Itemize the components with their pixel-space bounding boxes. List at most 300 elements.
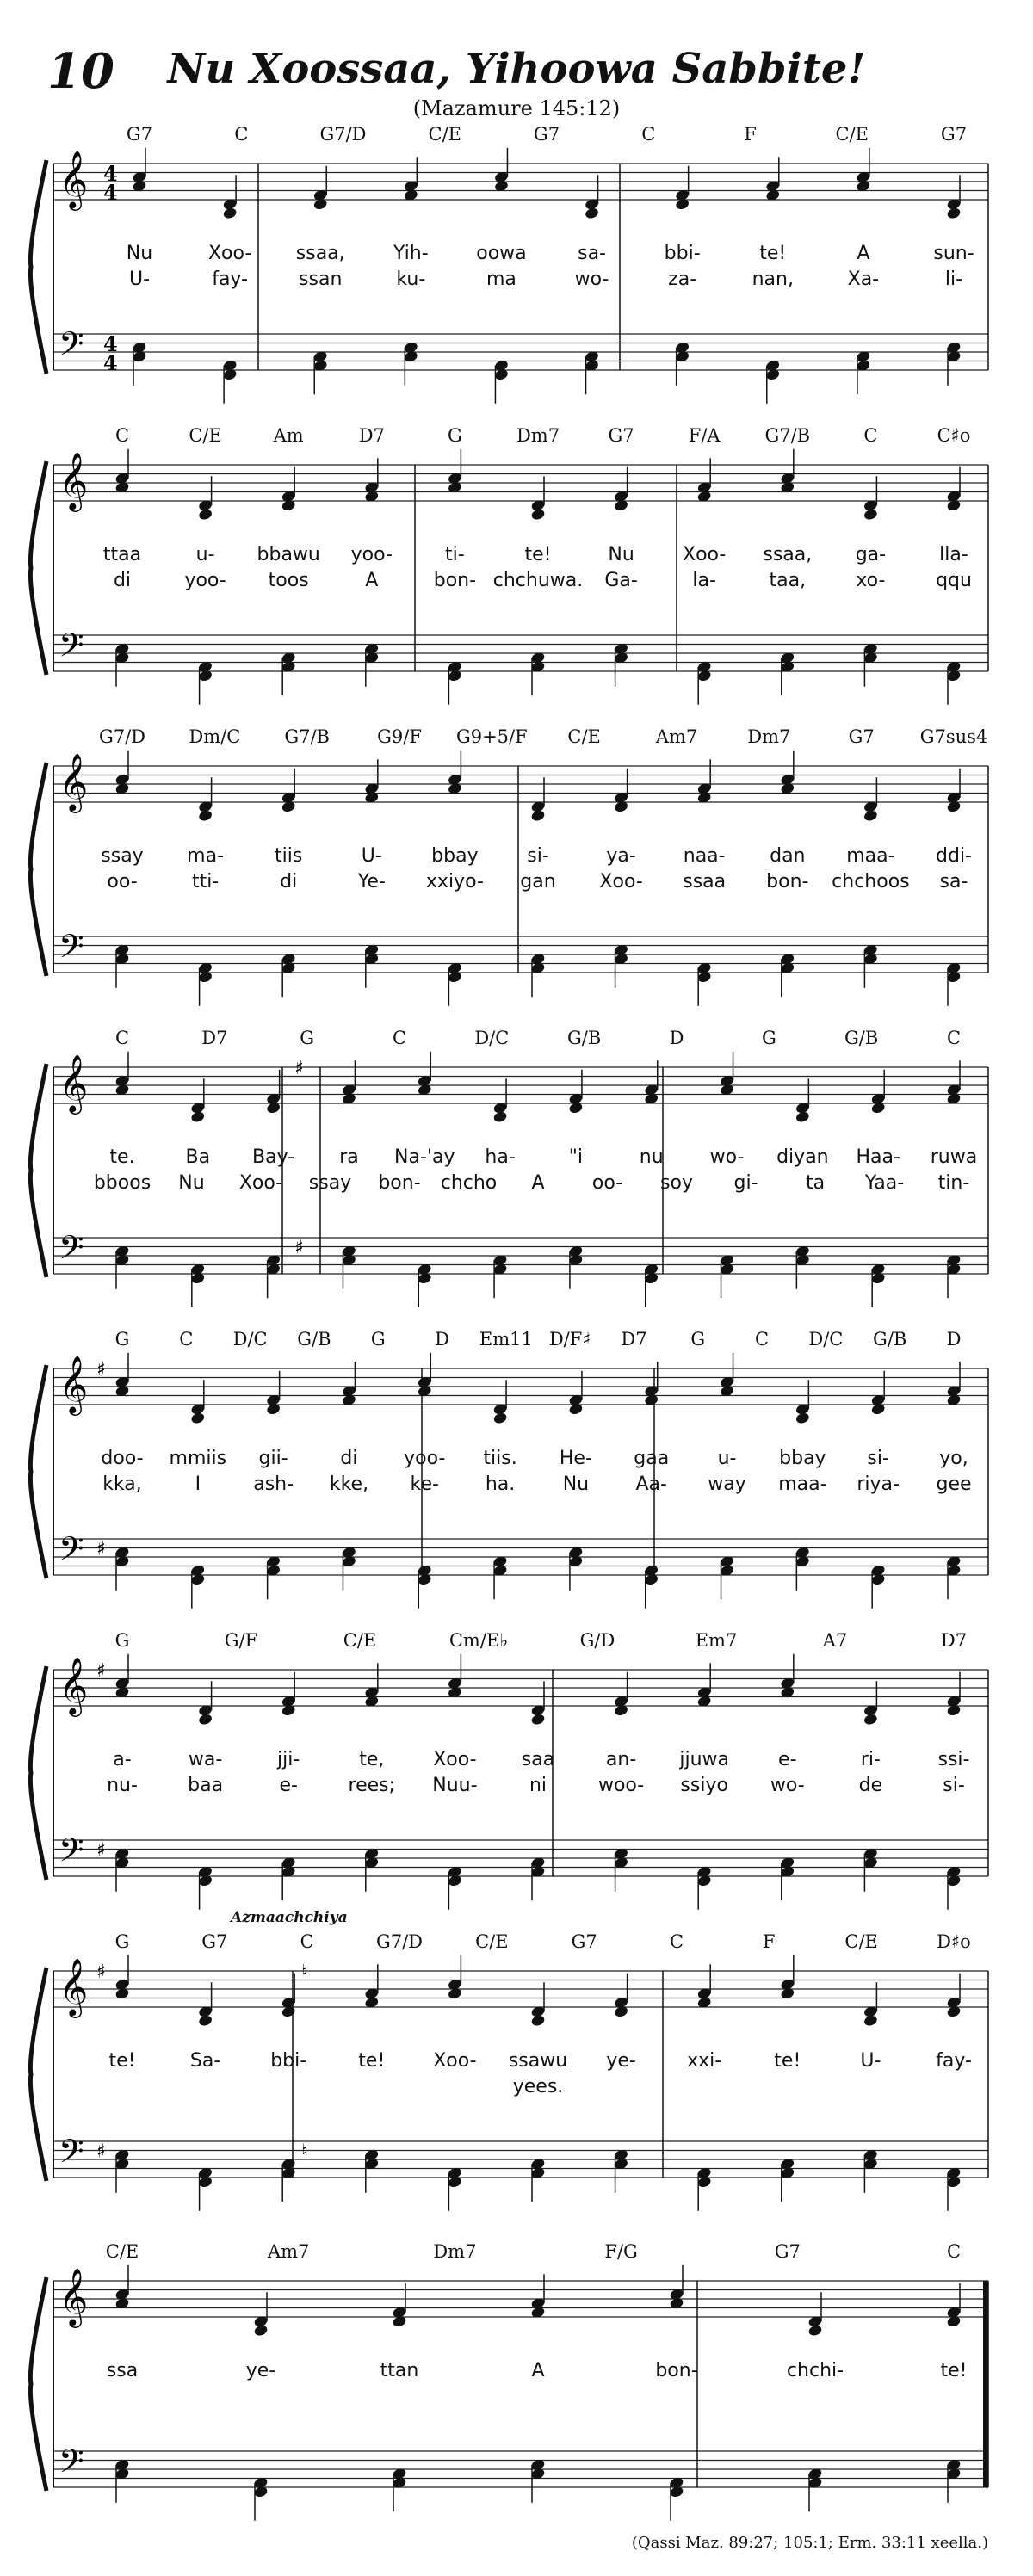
lyric-syllable: Xoo- bbox=[683, 544, 727, 565]
lyric-syllable: bbawu bbox=[257, 544, 320, 565]
chord-symbol: C/E bbox=[189, 425, 222, 446]
lyric-verse-1 bbox=[0, 544, 1033, 573]
lyric-syllable: Nu bbox=[608, 544, 634, 565]
music-system bbox=[0, 2238, 1033, 2522]
lyric-syllable: Aa- bbox=[635, 1473, 667, 1495]
sharp-icon: ♯ bbox=[294, 1058, 304, 1079]
lyric-syllable: bbay bbox=[431, 845, 479, 867]
svg-text:4: 4 bbox=[103, 350, 118, 375]
note-head bbox=[795, 1412, 810, 1424]
lyric-syllable: U- bbox=[361, 845, 382, 867]
treble-clef-icon: 𝄞 bbox=[59, 451, 89, 510]
note-head bbox=[198, 1713, 213, 1726]
chord-symbol: C bbox=[300, 1931, 314, 1952]
chord-symbol: G9+5/F bbox=[455, 726, 528, 747]
lyric-syllable: a- bbox=[113, 1749, 132, 1770]
chord-symbol: Cm/E♭ bbox=[448, 1630, 509, 1651]
lyric-syllable: wo- bbox=[709, 1146, 745, 1168]
lyric-syllable: He- bbox=[559, 1448, 592, 1469]
chord-symbol: Dm7 bbox=[747, 726, 791, 747]
lyric-syllable: ttan bbox=[380, 2360, 419, 2381]
chord-symbol: D bbox=[435, 1329, 449, 1350]
lyric-syllable: kka, bbox=[102, 1473, 142, 1495]
bass-clef-icon: 𝄢 bbox=[59, 1529, 84, 1576]
lyric-syllable: ye- bbox=[606, 2050, 636, 2072]
chord-symbol: Dm/C bbox=[189, 726, 241, 747]
chord-symbol: C/E bbox=[475, 1931, 509, 1952]
lyric-syllable: oo- bbox=[591, 1172, 623, 1194]
lyric-syllable: A bbox=[857, 243, 870, 264]
music-system bbox=[0, 1909, 1033, 2212]
lyric-syllable: Haa- bbox=[856, 1146, 900, 1168]
sharp-icon: ♯ bbox=[96, 1660, 106, 1682]
chord-symbols bbox=[0, 1630, 1033, 1659]
chord-symbol: D7 bbox=[940, 1630, 968, 1651]
chord-symbol: C♯o bbox=[937, 425, 971, 446]
lyric-syllable: ddi- bbox=[936, 845, 972, 867]
lyric-syllable: woo- bbox=[597, 1775, 645, 1796]
lyric-syllable: an- bbox=[605, 1749, 637, 1770]
lyric-syllable: la- bbox=[692, 570, 716, 591]
lyric-syllable: Yaa- bbox=[864, 1172, 905, 1194]
chord-symbol: G bbox=[448, 425, 462, 446]
lyric-syllable: ra bbox=[339, 1146, 359, 1168]
lyric-syllable: gi- bbox=[733, 1172, 758, 1194]
lyric-syllable: ssawu bbox=[508, 2050, 568, 2072]
chord-symbol: G7 bbox=[201, 1931, 228, 1952]
lyric-syllable: te! bbox=[940, 2360, 968, 2381]
lyric-syllable: qqu bbox=[936, 570, 972, 591]
lyric-syllable: ma- bbox=[187, 845, 225, 867]
lyric-syllable: Na-'ay bbox=[394, 1146, 455, 1168]
lyric-syllable: fay- bbox=[212, 269, 249, 290]
note-head bbox=[530, 809, 546, 822]
svg-text:4: 4 bbox=[103, 161, 118, 186]
chord-symbol: D/C bbox=[232, 1329, 268, 1350]
chord-symbol: G/B bbox=[873, 1329, 907, 1350]
lyric-verse-2 bbox=[0, 2076, 1033, 2105]
lyric-verse-1 bbox=[0, 845, 1033, 874]
lyric-syllable: riya- bbox=[857, 1473, 900, 1495]
lyric-syllable: si- bbox=[527, 845, 549, 867]
lyric-syllable: tti- bbox=[191, 871, 220, 893]
lyric-syllable: di bbox=[113, 570, 132, 591]
lyric-syllable: chchi- bbox=[786, 2360, 844, 2381]
chord-symbol: A7 bbox=[822, 1630, 848, 1651]
chord-symbol: D7 bbox=[201, 1028, 228, 1048]
lyric-syllable: Xoo- bbox=[238, 1172, 283, 1194]
lyric-verse-2 bbox=[0, 570, 1033, 599]
lyric-syllable: gee bbox=[936, 1473, 972, 1495]
lyric-verse-1 bbox=[0, 2050, 1033, 2079]
lyric-syllable: li- bbox=[944, 269, 963, 290]
chord-symbol: G7/D bbox=[319, 124, 367, 145]
lyric-syllable: saa bbox=[521, 1749, 555, 1770]
lyric-syllable: A bbox=[531, 1172, 545, 1194]
lyric-syllable: mmiis bbox=[169, 1448, 227, 1469]
lyric-syllable: ke- bbox=[410, 1473, 439, 1495]
lyric-syllable: ri- bbox=[860, 1749, 881, 1770]
lyric-syllable: naa- bbox=[683, 845, 726, 867]
chord-symbols bbox=[0, 726, 1033, 756]
music-system bbox=[0, 422, 1033, 706]
lyric-syllable: te. bbox=[109, 1146, 135, 1168]
lyric-verse-1 bbox=[0, 1448, 1033, 1477]
lyric-syllable: tin- bbox=[937, 1172, 970, 1194]
music-system bbox=[0, 1325, 1033, 1609]
chord-symbol: D/C bbox=[808, 1329, 844, 1350]
lyric-syllable: Xoo- bbox=[599, 871, 643, 893]
lyric-syllable: bboos bbox=[93, 1172, 152, 1194]
chord-symbol: C bbox=[114, 1028, 130, 1048]
chord-symbol: D♯o bbox=[937, 1931, 971, 1952]
chord-symbols bbox=[0, 1329, 1033, 1358]
lyric-syllable: ku- bbox=[396, 269, 426, 290]
lyric-verse-2 bbox=[0, 1775, 1033, 1804]
chord-symbol: D bbox=[946, 1329, 962, 1350]
lyric-syllable: jjuwa bbox=[679, 1749, 730, 1770]
lyric-verse-1 bbox=[0, 1146, 1033, 1176]
lyric-syllable: ssay bbox=[308, 1172, 352, 1194]
chord-symbol: G7 bbox=[126, 124, 153, 145]
chord-symbols bbox=[0, 1028, 1033, 1057]
lyric-syllable: wo- bbox=[770, 1775, 805, 1796]
lyric-syllable: nu- bbox=[107, 1775, 138, 1796]
lyric-syllable: baa bbox=[188, 1775, 224, 1796]
bass-clef-icon: 𝄢 bbox=[59, 1228, 84, 1275]
chord-symbol: G7 bbox=[608, 425, 634, 446]
lyric-syllable: dan bbox=[770, 845, 806, 867]
chord-symbols bbox=[0, 124, 1033, 153]
lyric-syllable: de bbox=[858, 1775, 883, 1796]
note-head bbox=[863, 508, 878, 521]
chord-symbol: C/E bbox=[428, 124, 461, 145]
lyric-syllable: fay- bbox=[936, 2050, 972, 2072]
lyric-syllable: ni bbox=[529, 1775, 547, 1796]
chord-symbol: G7 bbox=[940, 124, 968, 145]
note-head bbox=[795, 1110, 810, 1123]
chord-symbol: G/B bbox=[297, 1329, 331, 1350]
lyric-syllable: te! bbox=[108, 2050, 136, 2072]
treble-clef-icon: 𝄞 bbox=[59, 752, 89, 811]
lyric-syllable: oowa bbox=[476, 243, 527, 264]
lyric-syllable: wo- bbox=[574, 269, 609, 290]
chord-symbol: G bbox=[300, 1028, 315, 1048]
lyric-verse-2 bbox=[0, 269, 1033, 298]
chord-symbol: G bbox=[690, 1329, 706, 1350]
lyric-syllable: I bbox=[195, 1473, 201, 1495]
chord-symbol: C bbox=[669, 1931, 684, 1952]
lyric-syllable: e- bbox=[778, 1749, 797, 1770]
lyric-verse-2 bbox=[0, 1473, 1033, 1503]
lyric-syllable: gii- bbox=[258, 1448, 288, 1469]
lyric-syllable: yoo- bbox=[350, 544, 393, 565]
lyric-syllable: yoo- bbox=[404, 1448, 446, 1469]
chord-symbol: Am bbox=[273, 425, 304, 446]
lyric-syllable: u- bbox=[717, 1448, 737, 1469]
lyric-syllable: Xoo- bbox=[207, 243, 252, 264]
chord-symbol: G bbox=[114, 1630, 130, 1651]
chord-symbol: C bbox=[179, 1329, 194, 1350]
lyric-verse-1 bbox=[0, 2360, 1033, 2389]
natural-icon: ♮ bbox=[301, 1961, 308, 1983]
lyric-syllable: A bbox=[365, 570, 379, 591]
note-head bbox=[198, 2014, 213, 2027]
note-head bbox=[190, 1412, 206, 1424]
lyric-verse-2 bbox=[0, 1172, 1033, 1202]
song-number: 10 bbox=[47, 43, 114, 100]
lyric-syllable: ruwa bbox=[930, 1146, 978, 1168]
treble-clef-icon: 𝄞 bbox=[59, 1656, 89, 1714]
chord-symbol: C bbox=[392, 1028, 407, 1048]
chord-symbol: G9/F bbox=[377, 726, 422, 747]
lyric-syllable: te! bbox=[524, 544, 552, 565]
lyric-syllable: ti- bbox=[445, 544, 465, 565]
lyric-syllable: Nu bbox=[178, 1172, 205, 1194]
chord-symbol: G7/D bbox=[98, 726, 146, 747]
lyric-syllable: Nu bbox=[562, 1473, 590, 1495]
sharp-icon: ♯ bbox=[96, 1961, 106, 1983]
lyric-syllable: Ga- bbox=[604, 570, 638, 591]
lyric-syllable: ye- bbox=[245, 2360, 276, 2381]
lyric-syllable: ya- bbox=[606, 845, 636, 867]
chord-symbol: C bbox=[641, 124, 656, 145]
lyric-syllable: si- bbox=[943, 1775, 965, 1796]
note-head bbox=[530, 1713, 546, 1726]
lyric-syllable: soy bbox=[660, 1172, 693, 1194]
lyric-syllable: bbi- bbox=[270, 2050, 307, 2072]
chord-symbol: G/F bbox=[224, 1630, 258, 1651]
lyric-syllable: ha- bbox=[485, 1146, 516, 1168]
lyric-syllable: sa- bbox=[578, 243, 606, 264]
chord-symbol: G7/D bbox=[375, 1931, 424, 1952]
note-head bbox=[492, 1412, 508, 1424]
note-head bbox=[530, 2014, 546, 2027]
chord-symbol: Em11 bbox=[479, 1329, 533, 1350]
lyric-syllable: te, bbox=[359, 1749, 385, 1770]
lyric-syllable: way bbox=[708, 1473, 746, 1495]
note-head bbox=[198, 809, 213, 822]
lyric-verse-1 bbox=[0, 1749, 1033, 1778]
chord-symbol: Am7 bbox=[267, 2241, 310, 2262]
lyric-syllable: si- bbox=[867, 1448, 889, 1469]
lyric-syllable: toos bbox=[268, 570, 309, 591]
cross-references: (Qassi Maz. 89:27; 105:1; Erm. 33:11 xeella.) bbox=[631, 2534, 988, 2552]
scripture-reference: (Mazamure 145:12) bbox=[412, 96, 621, 120]
treble-clef-icon: 𝄞 bbox=[59, 150, 89, 208]
lyric-syllable: Nuu- bbox=[432, 1775, 478, 1796]
note-head bbox=[253, 2324, 269, 2337]
lyric-syllable: tiis bbox=[275, 845, 303, 867]
lyric-syllable: bon- bbox=[378, 1172, 421, 1194]
sharp-icon: ♯ bbox=[96, 1839, 106, 1862]
chord-symbol: G bbox=[761, 1028, 776, 1048]
chord-symbol: G/D bbox=[579, 1630, 615, 1651]
chord-symbol: G7 bbox=[571, 1931, 597, 1952]
music-system bbox=[0, 1024, 1033, 1308]
note-head bbox=[863, 2014, 878, 2027]
lyric-syllable: ssi- bbox=[937, 1749, 970, 1770]
lyric-syllable: taa, bbox=[769, 570, 807, 591]
chord-symbol: C bbox=[863, 425, 878, 446]
lyric-syllable: lla- bbox=[939, 544, 968, 565]
lyric-syllable: xxiyo- bbox=[425, 871, 484, 893]
lyric-syllable: u- bbox=[195, 544, 215, 565]
lyric-syllable: sa- bbox=[939, 871, 968, 893]
chord-symbol: G7 bbox=[774, 2241, 801, 2262]
lyric-syllable: ssiyo bbox=[680, 1775, 728, 1796]
chord-symbol: G7 bbox=[848, 726, 875, 747]
sharp-icon: ♯ bbox=[96, 2140, 106, 2163]
lyric-syllable: ga- bbox=[855, 544, 887, 565]
lyric-syllable: kke, bbox=[329, 1473, 369, 1495]
sharp-icon: ♯ bbox=[294, 1237, 304, 1259]
lyric-syllable: chchuwa. bbox=[492, 570, 584, 591]
chord-symbol: G/B bbox=[567, 1028, 602, 1048]
note-head bbox=[530, 508, 546, 521]
lyric-syllable: wa- bbox=[188, 1749, 223, 1770]
chord-symbol: C bbox=[946, 2241, 962, 2262]
lyric-syllable: ssaa, bbox=[295, 243, 345, 264]
bass-clef-icon: 𝄢 bbox=[59, 2442, 84, 2488]
chord-symbol: G7/B bbox=[764, 425, 811, 446]
chord-symbol: C bbox=[114, 425, 130, 446]
chord-symbols bbox=[0, 2241, 1033, 2270]
lyric-syllable: ssaa bbox=[683, 871, 727, 893]
song-title: Nu Xoossaa, Yihoowa Sabbite! bbox=[167, 45, 866, 93]
chord-symbol: G bbox=[370, 1329, 386, 1350]
lyric-syllable: Sa- bbox=[189, 2050, 221, 2072]
lyric-syllable: e- bbox=[279, 1775, 298, 1796]
lyric-verse-1 bbox=[0, 243, 1033, 272]
lyric-syllable: bbay bbox=[779, 1448, 826, 1469]
lyric-verse-2 bbox=[0, 871, 1033, 900]
lyric-syllable: ssaa, bbox=[763, 544, 813, 565]
treble-clef-icon: 𝄞 bbox=[59, 1355, 89, 1413]
sharp-icon: ♯ bbox=[96, 1538, 106, 1560]
chord-symbol: D/F♯ bbox=[548, 1329, 591, 1350]
treble-clef-icon: 𝄞 bbox=[59, 1957, 89, 2016]
lyric-syllable: "i bbox=[568, 1146, 584, 1168]
lyric-syllable: A bbox=[531, 2360, 545, 2381]
chord-symbols bbox=[0, 425, 1033, 454]
lyric-syllable: Bay- bbox=[252, 1146, 295, 1168]
bass-clef-icon: 𝄢 bbox=[59, 2132, 84, 2178]
music-system bbox=[0, 120, 1033, 405]
lyric-syllable: oo- bbox=[107, 871, 138, 893]
lyric-syllable: xo- bbox=[856, 570, 886, 591]
lyric-syllable: te! bbox=[759, 243, 787, 264]
lyric-syllable: doo- bbox=[101, 1448, 144, 1469]
lyric-syllable: Yih- bbox=[393, 243, 429, 264]
lyric-syllable: maa- bbox=[846, 845, 895, 867]
chord-symbol: D7 bbox=[621, 1329, 647, 1350]
lyric-syllable: nu bbox=[639, 1146, 664, 1168]
chord-symbol: C/E bbox=[844, 1931, 878, 1952]
lyric-syllable: ssan bbox=[299, 269, 343, 290]
chord-symbol: Dm7 bbox=[516, 425, 560, 446]
lyric-syllable: Ye- bbox=[357, 871, 386, 893]
chord-symbol: G bbox=[114, 1931, 130, 1952]
chord-symbol: D7 bbox=[358, 425, 385, 446]
note-head bbox=[585, 207, 600, 219]
lyric-syllable: nan, bbox=[752, 269, 794, 290]
bass-clef-icon: 𝄢 bbox=[59, 324, 84, 371]
lyric-syllable: maa- bbox=[778, 1473, 827, 1495]
lyric-syllable: bon- bbox=[433, 570, 477, 591]
lyric-syllable: ta bbox=[805, 1172, 826, 1194]
music-system bbox=[0, 1627, 1033, 1911]
note-head bbox=[492, 1110, 508, 1123]
note-head bbox=[946, 207, 962, 219]
lyric-syllable: Xoo- bbox=[433, 2050, 477, 2072]
lyric-syllable: diyan bbox=[776, 1146, 829, 1168]
lyric-syllable: xxi- bbox=[687, 2050, 722, 2072]
lyric-syllable: tiis. bbox=[483, 1448, 517, 1469]
lyric-syllable: ha. bbox=[485, 1473, 516, 1495]
note-head bbox=[222, 207, 238, 219]
lyric-syllable: ssa bbox=[106, 2360, 139, 2381]
chord-symbol: C/E bbox=[343, 1630, 377, 1651]
chord-symbol: G7/B bbox=[284, 726, 330, 747]
lyric-syllable: bon- bbox=[766, 871, 809, 893]
lyric-syllable: Nu bbox=[126, 243, 153, 264]
lyric-syllable: di bbox=[280, 871, 298, 893]
sharp-icon: ♯ bbox=[96, 1359, 106, 1381]
chord-symbol: C/E bbox=[105, 2241, 139, 2262]
chord-symbol: F bbox=[763, 1931, 776, 1952]
lyric-syllable: te! bbox=[774, 2050, 801, 2072]
lyric-syllable: U- bbox=[128, 269, 151, 290]
note-head bbox=[807, 2324, 823, 2337]
chord-symbol: G7 bbox=[533, 124, 560, 145]
svg-text:4: 4 bbox=[103, 331, 118, 356]
chord-symbol: Am7 bbox=[655, 726, 698, 747]
lyric-syllable: ash- bbox=[253, 1473, 294, 1495]
chord-symbol: D/C bbox=[474, 1028, 510, 1048]
lyric-syllable: bon- bbox=[655, 2360, 698, 2381]
chord-symbol: G7sus4 bbox=[919, 726, 988, 747]
chord-symbol: Dm7 bbox=[433, 2241, 477, 2262]
note-head bbox=[863, 1713, 878, 1726]
lyric-syllable: ma bbox=[486, 269, 516, 290]
lyric-syllable: rees; bbox=[348, 1775, 396, 1796]
lyric-syllable: Xa- bbox=[847, 269, 880, 290]
lyric-syllable: yoo- bbox=[184, 570, 226, 591]
bass-clef-icon: 𝄢 bbox=[59, 626, 84, 672]
treble-clef-icon: 𝄞 bbox=[59, 1053, 89, 1112]
lyric-syllable: yo, bbox=[939, 1448, 968, 1469]
lyric-syllable: U- bbox=[860, 2050, 881, 2072]
chord-symbol: D bbox=[669, 1028, 684, 1048]
treble-clef-icon: 𝄞 bbox=[59, 2267, 89, 2326]
chord-symbol: F/A bbox=[688, 425, 721, 446]
lyric-syllable: gan bbox=[520, 871, 556, 893]
lyric-syllable: bbi- bbox=[664, 243, 701, 264]
bass-clef-icon: 𝄢 bbox=[59, 1831, 84, 1877]
section-marker: Azmaachchiya bbox=[231, 1909, 348, 1926]
music-system bbox=[0, 723, 1033, 1007]
chord-symbol: C bbox=[234, 124, 249, 145]
svg-text:4: 4 bbox=[103, 180, 118, 205]
chord-symbol: F/G bbox=[604, 2241, 638, 2262]
lyric-syllable: ttaa bbox=[102, 544, 142, 565]
chord-symbol: C bbox=[755, 1329, 770, 1350]
chord-symbol: Em7 bbox=[695, 1630, 738, 1651]
chord-symbol: G/B bbox=[844, 1028, 879, 1048]
note-head bbox=[190, 1110, 206, 1123]
lyric-syllable: Xoo- bbox=[433, 1749, 477, 1770]
